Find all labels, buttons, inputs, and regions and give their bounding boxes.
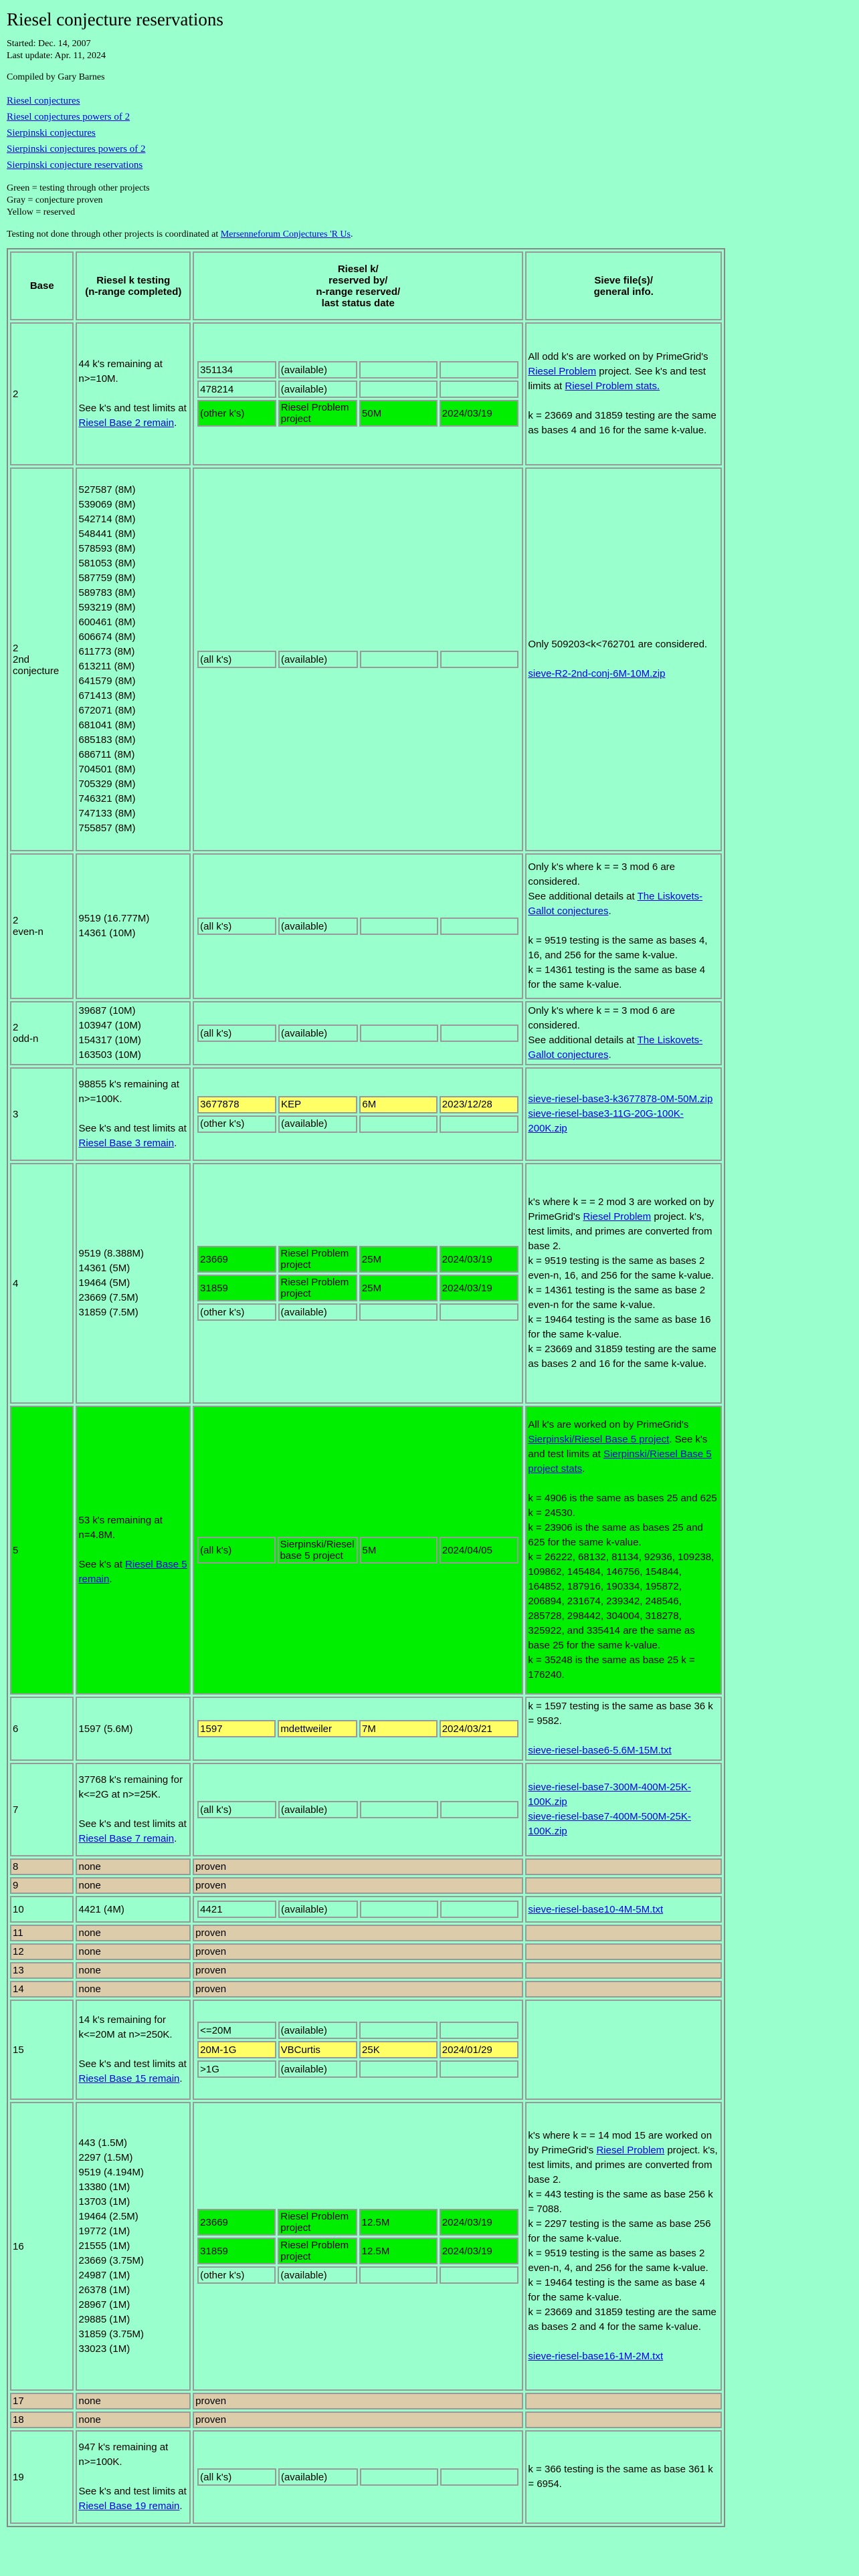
table-row: [10, 1943, 722, 1960]
reservation-entry: 4421 (available): [197, 1901, 518, 1918]
link-riesel-base-15-remain[interactable]: Riesel Base 15 remain: [78, 2073, 180, 2084]
reservation-entry: 31859 Riesel Problem project 12.5M 2024/03/19: [197, 2238, 518, 2264]
reservation-cell: [193, 1697, 523, 1761]
reservation-entry: (other k's) (available): [197, 1303, 518, 1321]
sieve-cell: [525, 2411, 722, 2428]
sieve-cell: [525, 2000, 722, 2100]
sieve-cell: [525, 1925, 722, 1941]
base-cell: 11: [10, 1925, 74, 1941]
last-update-date: Last update: Apr. 11, 2024: [7, 51, 106, 61]
table-row: [10, 1406, 722, 1695]
testing-cell: 527587 (8M) 539069 (8M) 542714 (8M) 548441 (8M) 578593 (8M) 581053 (8M) 587759 (8M) 589783 (8M) 593219 (8M) 600461 (8M) 606674 (8M) 611773 (8M) 613211 (8M) 641579 (8M) 671413 (8M) 672071 (8M) 681041 (8M) 685183 (8M) 686711 (8M) 704501 (8M) 705329 (8M) 746321 (8M) 747133 (8M) 755857 (8M): [76, 467, 191, 851]
sieve-cell: [525, 1896, 722, 1923]
reservation-entry: 20M-1G VBCurtis 25K 2024/01/29: [197, 2041, 518, 2058]
link-sieve-file[interactable]: sieve-riesel-base10-4M-5M.txt: [528, 1903, 664, 1915]
testing-cell: none: [76, 1925, 191, 1941]
reservation-cell: proven: [193, 1962, 523, 1979]
reservation-entry: (all k's) Sierpinski/Riesel base 5 project 5M 2024/04/05: [197, 1537, 518, 1564]
testing-cell: none: [76, 2393, 191, 2409]
base-cell: 10: [10, 1896, 74, 1923]
link-riesel-problem[interactable]: Riesel Problem: [528, 366, 597, 377]
reservation-cell: [193, 1896, 523, 1923]
link-riesel-base-19-remain[interactable]: Riesel Base 19 remain: [78, 2500, 180, 2512]
table-row: [10, 853, 722, 999]
table-row: [10, 2000, 722, 2100]
reservation-entry: (all k's) (available): [197, 651, 518, 668]
link-sieve-file[interactable]: sieve-riesel-base7-300M-400M-25K-100K.zip: [528, 1782, 691, 1808]
link-sieve-file[interactable]: sieve-riesel-base16-1M-2M.txt: [528, 2351, 664, 2362]
base-cell: 18: [10, 2411, 74, 2428]
link-riesel-problem[interactable]: Riesel Problem: [596, 2145, 665, 2156]
base-cell: 2: [10, 322, 74, 465]
reservation-entry: (all k's) (available): [197, 918, 518, 935]
nav-links: [7, 93, 852, 173]
reservation-cell: [193, 2430, 523, 2524]
reservation-cell: [193, 2102, 523, 2391]
sieve-cell: [525, 1943, 722, 1960]
table-row: [10, 1858, 722, 1875]
reservation-cell: [193, 1406, 523, 1695]
reservation-entry: 23669 Riesel Problem project 12.5M 2024/03/19: [197, 2209, 518, 2236]
sieve-cell: [525, 1763, 722, 1856]
table-row: [10, 1877, 722, 1894]
reservation-cell: proven: [193, 1858, 523, 1875]
reservation-cell: proven: [193, 1981, 523, 1998]
base-cell: 9: [10, 1877, 74, 1894]
testing-cell: 14 k's remaining for k<=20M at n>=250K. See k's and test limits at Riesel Base 15 remain.: [76, 2000, 191, 2100]
sieve-cell: k's where k = = 2 mod 3 are worked on by PrimeGrid's Riesel Problem project. k's, test limits, and primes are converted from base 2. k = 9519 testing is the same as bases 2 even-n, 16, and 256 for the same k-value. k = 14361 testing is the same as base 2 even-n for the same k-value. k = 19464 testing is the same as base 16 for the same k-value. k = 23669 and 31859 testing are the same as bases 2 and 16 for the same k-value.: [525, 1163, 722, 1404]
base-cell: 2 even-n: [10, 853, 74, 999]
reservation-entry: 478214 (available): [197, 381, 518, 398]
testing-cell: none: [76, 1943, 191, 1960]
link-riesel-base-3-remain[interactable]: Riesel Base 3 remain: [78, 1138, 175, 1149]
link-liskovets-gallot[interactable]: The Liskovets-Gallot conjectures: [528, 891, 703, 917]
sieve-cell: [525, 1858, 722, 1875]
legend-gray: Gray = conjecture proven: [7, 195, 103, 205]
testing-cell: none: [76, 1877, 191, 1894]
table-row: [10, 2393, 722, 2409]
testing-cell: 9519 (8.388M) 14361 (5M) 19464 (5M) 23669 (7.5M) 31859 (7.5M): [76, 1163, 191, 1404]
compiled-by: Compiled by Gary Barnes: [7, 72, 105, 82]
reservation-cell: [193, 853, 523, 999]
reservation-entry: >1G (available): [197, 2060, 518, 2078]
reservation-cell: [193, 1163, 523, 1404]
reservation-cell: proven: [193, 2393, 523, 2409]
reservation-cell: [193, 467, 523, 851]
link-base5-stats[interactable]: Sierpinski/Riesel Base 5 project stats: [528, 1448, 712, 1475]
link-sieve-file[interactable]: sieve-riesel-base3-k3677878-0M-50M.zip: [528, 1093, 713, 1105]
sieve-cell: Only k's where k = = 3 mod 6 are considered. See additional details at The Liskovets-Gallot conjectures.: [525, 1001, 722, 1065]
table-header-row: [10, 251, 722, 320]
sieve-cell: [525, 1962, 722, 1979]
link-riesel-base-7-remain[interactable]: Riesel Base 7 remain: [78, 1833, 175, 1844]
header-base: Base: [10, 251, 74, 320]
reservation-cell: proven: [193, 1877, 523, 1894]
testing-cell: 1597 (5.6M): [76, 1697, 191, 1761]
reservations-table: [7, 248, 725, 2527]
sieve-cell: [525, 1981, 722, 1998]
link-riesel-problem-stats[interactable]: Riesel Problem stats.: [565, 381, 660, 392]
sieve-cell: Only k's where k = = 3 mod 6 are considered. See additional details at The Liskovets-Gallot conjectures. k = 9519 testing is the same as bases 4, 16, and 256 for the same k-value. k = 14361 testing is the same as base 4 for the same k-value.: [525, 853, 722, 999]
table-row: [10, 467, 722, 851]
header-reserved: Riesel k/ reserved by/ n-range reserved/ last status date: [193, 251, 523, 320]
testing-cell: 53 k's remaining at n=4.8M. See k's at Riesel Base 5 remain.: [76, 1406, 191, 1695]
table-row: [10, 1763, 722, 1856]
reservation-entry: (other k's) (available): [197, 1115, 518, 1133]
sieve-cell: Only 509203<k<762701 are considered. sieve-R2-2nd-conj-6M-10M.zip: [525, 467, 722, 851]
reservation-cell: [193, 1001, 523, 1065]
base-cell: 12: [10, 1943, 74, 1960]
sieve-cell: k's where k = = 14 mod 15 are worked on by PrimeGrid's Riesel Problem project. k's, test limits, and primes are converted from base 2. k = 443 testing is the same as base 256 k = 7088. k = 2297 testing is the same as base 256 for the same k-value. k = 9519 testing is the same as bases 2 even-n, 4, and 256 for the same k-value. k = 19464 testing is the same as base 4 for the same k-value. k = 23669 and 31859 testing are the same as bases 2 and 4 for the same k-value. sieve-riesel-base16-1M-2M.txt: [525, 2102, 722, 2391]
legend-green: Green = testing through other projects: [7, 183, 150, 193]
link-sieve-file[interactable]: sieve-riesel-base7-400M-500M-25K-100K.zip: [528, 1811, 691, 1837]
testing-cell: none: [76, 1858, 191, 1875]
sieve-cell: [525, 1877, 722, 1894]
reservation-entry: (all k's) (available): [197, 1801, 518, 1818]
link-riesel-conjectures[interactable]: Riesel conjectures: [7, 96, 80, 106]
link-riesel-powers-of-2[interactable]: Riesel conjectures powers of 2: [7, 112, 130, 122]
reservation-entry: (all k's) (available): [197, 2468, 518, 2486]
base-cell: 17: [10, 2393, 74, 2409]
sieve-cell: k = 366 testing is the same as base 361 k = 6954.: [525, 2430, 722, 2524]
reservation-cell: proven: [193, 2411, 523, 2428]
header-testing: Riesel k testing (n-range completed): [76, 251, 191, 320]
reservation-cell: [193, 2000, 523, 2100]
link-sierpinski-conjectures[interactable]: Sierpinski conjectures: [7, 128, 96, 138]
table-row: [10, 1896, 722, 1923]
table-row: [10, 1962, 722, 1979]
testing-cell: 9519 (16.777M) 14361 (10M): [76, 853, 191, 999]
table-row: [10, 1163, 722, 1404]
base-cell: 13: [10, 1962, 74, 1979]
link-riesel-base-2-remain[interactable]: Riesel Base 2 remain: [78, 417, 175, 429]
table-row: [10, 322, 722, 465]
reservation-entry: (other k's) Riesel Problem project 50M 2024/03/19: [197, 400, 518, 427]
reservation-entry: 351134 (available): [197, 361, 518, 379]
table-row: [10, 2411, 722, 2428]
table-row: [10, 1697, 722, 1761]
coordination-note: Testing not done through other projects is coordinated at Mersenneforum Conjectures 'R Us.: [7, 229, 353, 239]
sieve-cell: [525, 2393, 722, 2409]
table-row: [10, 2102, 722, 2391]
link-sieve-file[interactable]: sieve-riesel-base6-5.6M-15M.txt: [528, 1745, 672, 1756]
reservation-cell: proven: [193, 1925, 523, 1941]
testing-cell: none: [76, 1962, 191, 1979]
table-row: [10, 1981, 722, 1998]
reservation-cell: [193, 322, 523, 465]
testing-cell: 4421 (4M): [76, 1896, 191, 1923]
sieve-cell: [525, 1067, 722, 1161]
base-cell: 4: [10, 1163, 74, 1404]
reservation-entry: (other k's) (available): [197, 2266, 518, 2284]
started-date: Started: Dec. 14, 2007: [7, 39, 91, 49]
reservation-entry: <=20M (available): [197, 2022, 518, 2039]
reservation-cell: [193, 1067, 523, 1161]
link-base5-project[interactable]: Sierpinski/Riesel Base 5 project: [528, 1434, 670, 1445]
link-mersenneforum[interactable]: Mersenneforum Conjectures 'R Us: [220, 229, 351, 239]
link-riesel-problem[interactable]: Riesel Problem: [583, 1211, 652, 1222]
testing-cell: 947 k's remaining at n>=100K. See k's and test limits at Riesel Base 19 remain.: [76, 2430, 191, 2524]
base-cell: 3: [10, 1067, 74, 1161]
table-row: [10, 1925, 722, 1941]
header-sieve: Sieve file(s)/ general info.: [525, 251, 722, 320]
color-legend: [7, 183, 852, 219]
table-row: [10, 1001, 722, 1065]
base-cell: 8: [10, 1858, 74, 1875]
testing-cell: 44 k's remaining at n>=10M. See k's and test limits at Riesel Base 2 remain.: [76, 322, 191, 465]
reservation-cell: proven: [193, 1943, 523, 1960]
base-cell: 16: [10, 2102, 74, 2391]
link-riesel-base-5-remain[interactable]: Riesel Base 5 remain: [78, 1559, 187, 1585]
sieve-cell: All odd k's are worked on by PrimeGrid's Riesel Problem project. See k's and test limits at Riesel Problem stats. k = 23669 and 31859 testing are the same as bases 4 and 16 for the same k-value.: [525, 322, 722, 465]
base-cell: 19: [10, 2430, 74, 2524]
reservation-cell: [193, 1763, 523, 1856]
reservation-entry: 31859 Riesel Problem project 25M 2024/03/19: [197, 1275, 518, 1301]
base-cell: 6: [10, 1697, 74, 1761]
legend-yellow: Yellow = reserved: [7, 207, 76, 217]
base-cell: 14: [10, 1981, 74, 1998]
testing-cell: none: [76, 1981, 191, 1998]
link-sierpinski-powers-of-2[interactable]: Sierpinski conjectures powers of 2: [7, 144, 146, 154]
testing-cell: 39687 (10M) 103947 (10M) 154317 (10M) 163503 (10M): [76, 1001, 191, 1065]
table-row: [10, 1067, 722, 1161]
base-cell: 5: [10, 1406, 74, 1695]
page-title: Riesel conjecture reservations: [7, 9, 223, 29]
sieve-cell: All k's are worked on by PrimeGrid's Sierpinski/Riesel Base 5 project. See k's and test limits at Sierpinski/Riesel Base 5 project stats. k = 4906 is the same as bases 25 and 625 k = 24530. k = 23906 is the same as bases 25 and 625 for the same k-value. k = 26222, 68132, 81134, 92936, 109238, 109862, 145484, 146756, 154844, 164852, 187916, 190334, 195872, 206894, 231674, 239342, 248546, 285728, 298442, 304004, 318278, 325922, and 335414 are the same as base 25 for the same k-value. k = 35248 is the same as base 25 k = 176240.: [525, 1406, 722, 1695]
reservation-entry: 1597 mdettweiler 7M 2024/03/21: [197, 1720, 518, 1737]
sieve-cell: k = 1597 testing is the same as base 36 k = 9582. sieve-riesel-base6-5.6M-15M.txt: [525, 1697, 722, 1761]
link-liskovets-gallot[interactable]: The Liskovets-Gallot conjectures: [528, 1035, 703, 1061]
reservation-entry: (all k's) (available): [197, 1025, 518, 1042]
testing-cell: 443 (1.5M) 2297 (1.5M) 9519 (4.194M) 13380 (1M) 13703 (1M) 19464 (2.5M) 19772 (1M) 21555 (1M) 23669 (3.75M) 24987 (1M) 26378 (1M) 28967 (1M) 29885 (1M) 31859 (3.75M) 33023 (1M): [76, 2102, 191, 2391]
base-cell: 2 odd-n: [10, 1001, 74, 1065]
link-sieve-file[interactable]: sieve-R2-2nd-conj-6M-10M.zip: [528, 668, 666, 679]
testing-cell: none: [76, 2411, 191, 2428]
reservation-entry: 23669 Riesel Problem project 25M 2024/03/19: [197, 1246, 518, 1273]
link-sieve-file[interactable]: sieve-riesel-base3-11G-20G-100K-200K.zip: [528, 1108, 684, 1134]
testing-cell: 37768 k's remaining for k<=2G at n>=25K. See k's and test limits at Riesel Base 7 remain.: [76, 1763, 191, 1856]
base-cell: 7: [10, 1763, 74, 1856]
link-sierpinski-reservations[interactable]: Sierpinski conjecture reservations: [7, 160, 143, 171]
reservation-entry: 3677878 KEP 6M 2023/12/28: [197, 1096, 518, 1113]
base-cell: 15: [10, 2000, 74, 2100]
base-cell: 2 2nd conjecture: [10, 467, 74, 851]
table-row: [10, 2430, 722, 2524]
testing-cell: 98855 k's remaining at n>=100K. See k's and test limits at Riesel Base 3 remain.: [76, 1067, 191, 1161]
